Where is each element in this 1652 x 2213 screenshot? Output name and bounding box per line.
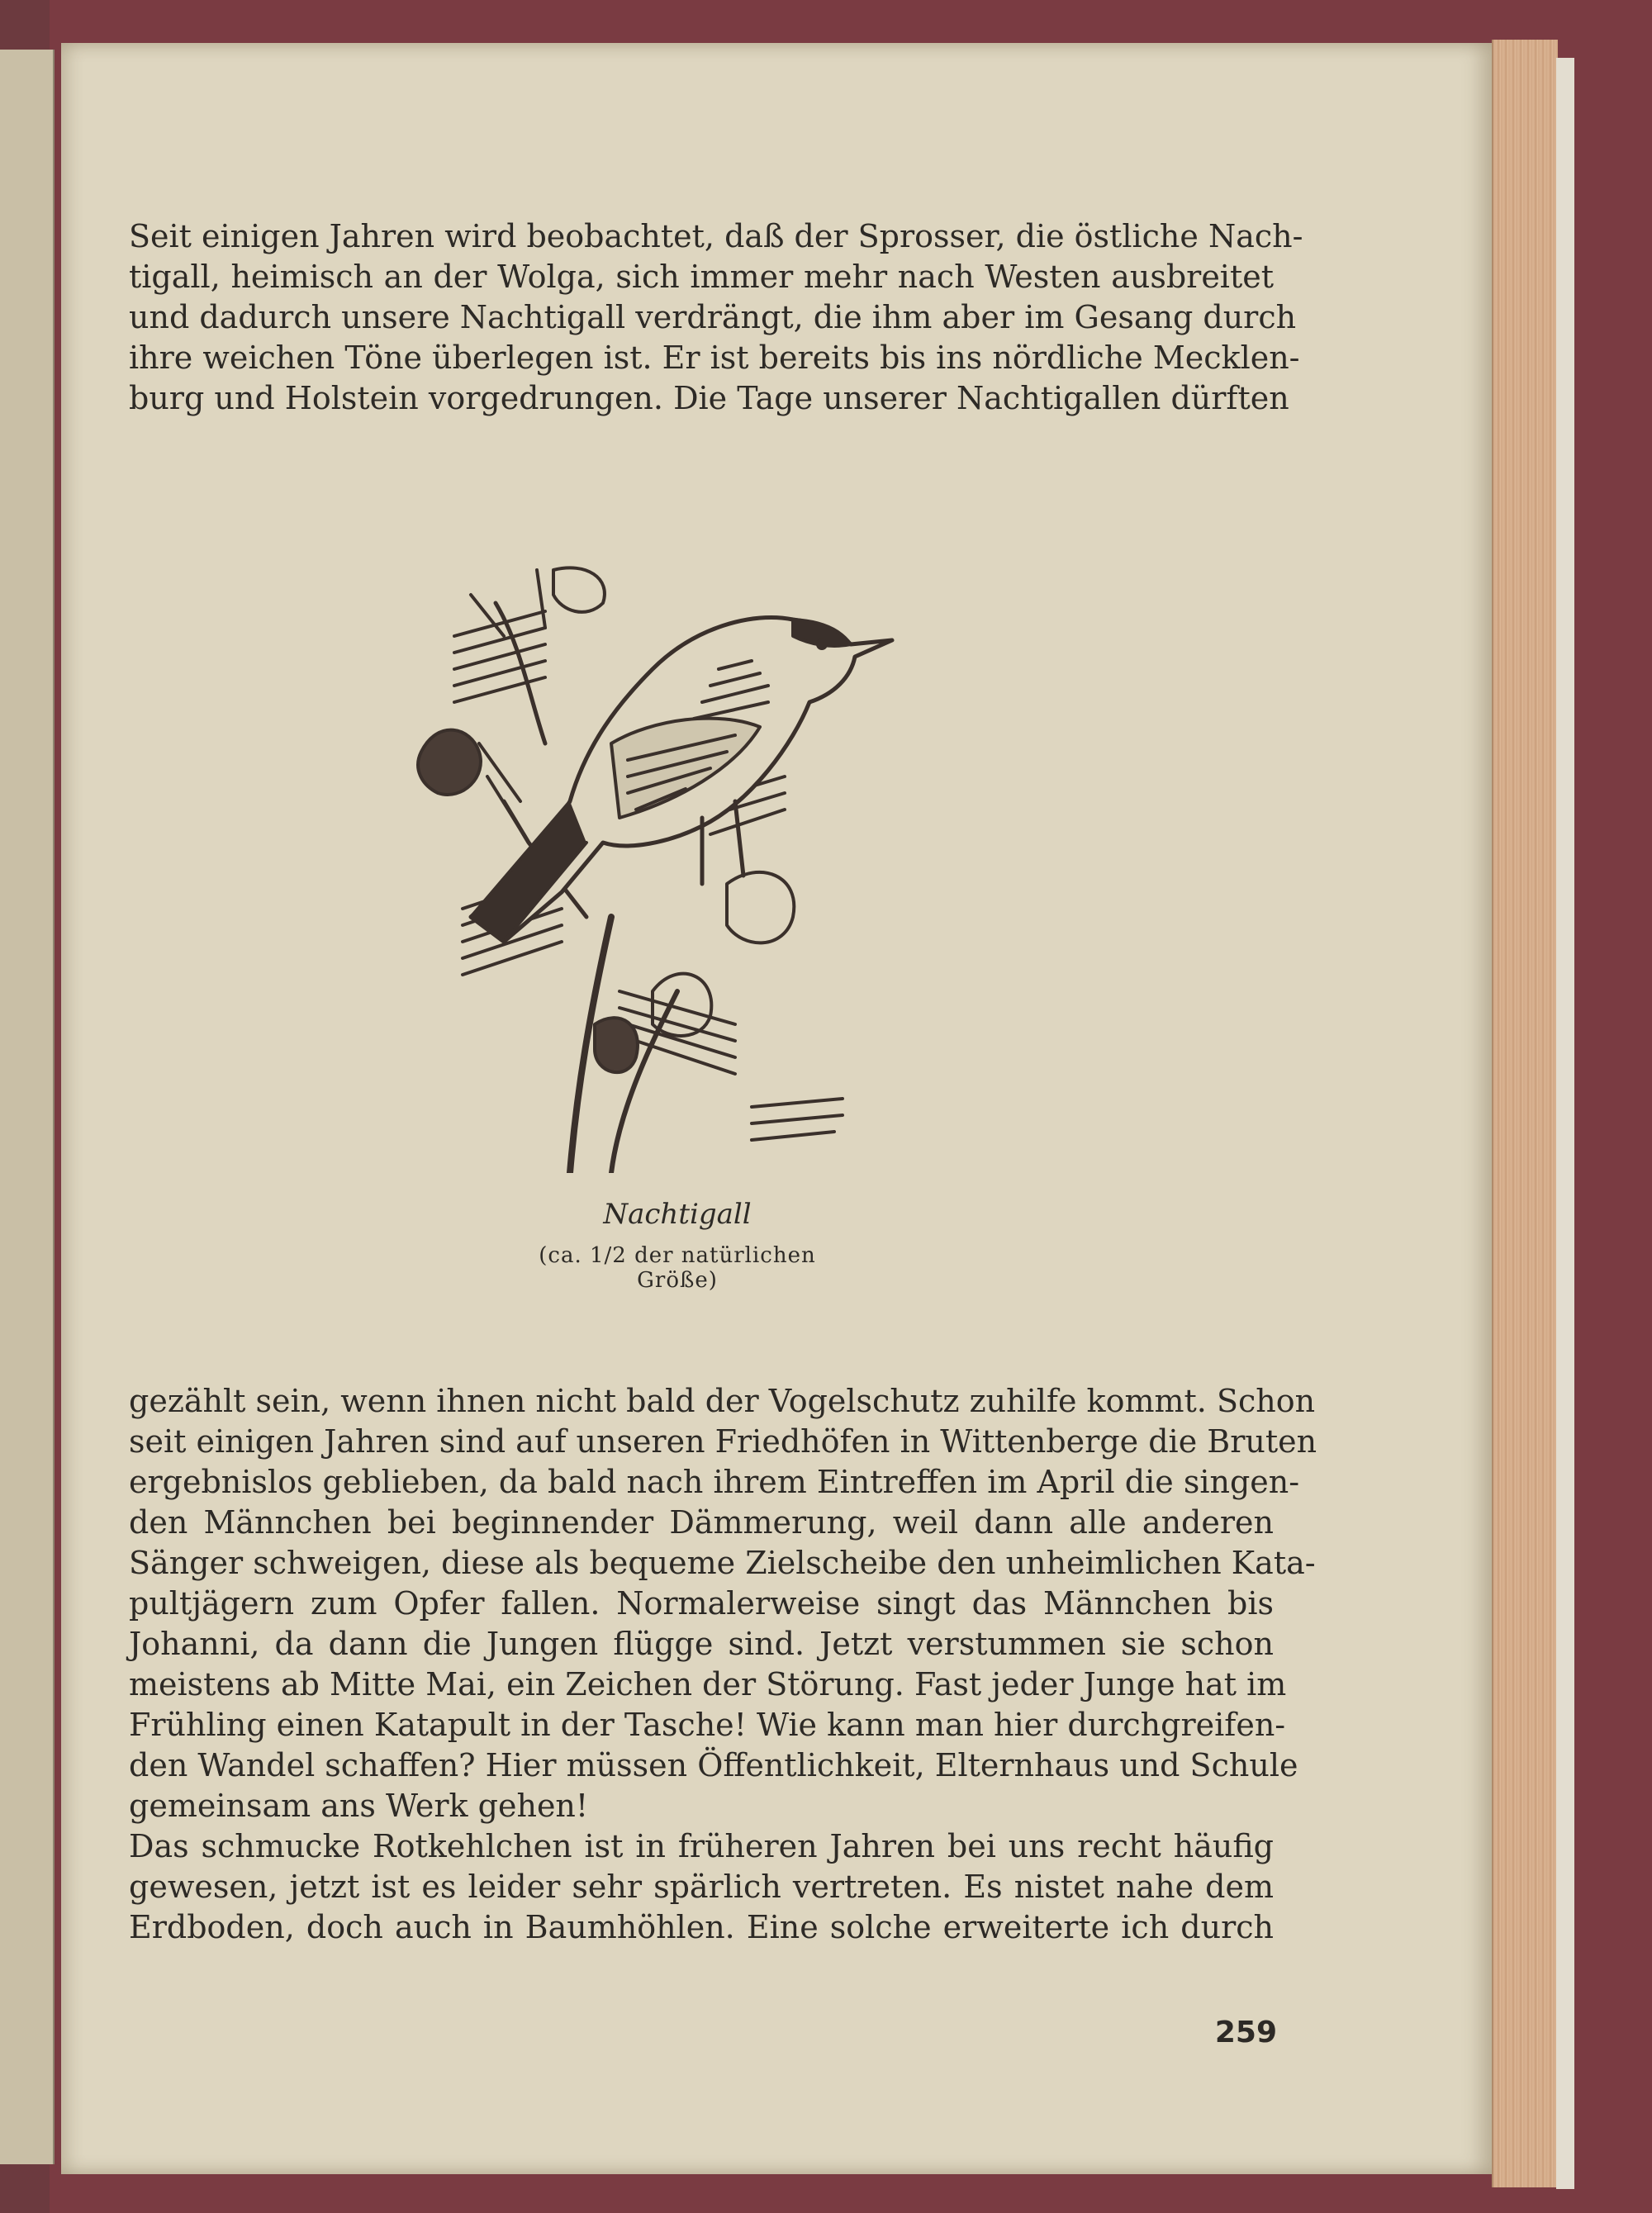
page-edges [1492,40,1558,2187]
page-edges-inner [1556,58,1574,2189]
text-line: gemeinsam ans Werk gehen! [129,1788,589,1824]
figure-caption-subtitle: (ca. 1/2 der natürlichen Größe) [539,1243,816,1293]
previous-page-edge [0,50,55,2164]
text-line: burg und Holstein vorgedrungen. Die Tage unserer Nachtigallen dürften [129,380,1289,416]
nightingale-illustration [405,529,1008,1173]
text-line: ihre weichen Töne überlegen ist. Er ist bereits bis ins nördliche Mecklen- [129,340,1300,376]
text-line: Frühling einen Katapult in der Tasche! Wie kann man hier durchgreifen- [129,1707,1286,1743]
text-line: den Wandel schaffen? Hier müssen Öffentlichkeit, Elternhaus und Schule [129,1747,1298,1783]
figure-caption-title: Nachtigall [603,1198,752,1231]
text-line: gezählt sein, wenn ihnen nicht bald der Vogelschutz zuhilfe kommt. Schon [129,1383,1316,1419]
text-line: Johanni, da dann die Jungen flügge sind. Jetzt verstummen sie schon [129,1626,1274,1662]
text-line: Seit einigen Jahren wird beobachtet, daß der Sprosser, die östliche Nach- [129,218,1303,254]
text-line: meistens ab Mitte Mai, ein Zeichen der Störung. Fast jeder Junge hat im [129,1666,1287,1702]
text-line: gewesen, jetzt ist es leider sehr spärlich vertreten. Es nistet nahe dem [129,1869,1274,1905]
text-line: und dadurch unsere Nachtigall verdrängt, die ihm aber im Gesang durch [129,299,1297,335]
text-line: Erdboden, doch auch in Baumhöhlen. Eine solche erweiterte ich durch [129,1909,1274,1945]
text-line: ergebnislos geblieben, da bald nach ihrem Eintreffen im April die singen- [129,1464,1300,1500]
top-paragraph [129,216,1303,419]
text-line: pultjägern zum Opfer fallen. Normalerweise singt das Männchen bis [129,1585,1274,1622]
page-number: 259 [1214,2016,1277,2049]
text-line: den Männchen bei beginnender Dämmerung, weil dann alle anderen [129,1504,1274,1541]
bottom-paragraph [129,1381,1317,1948]
text-line: tigall, heimisch an der Wolga, sich immer mehr nach Westen ausbreitet [129,259,1274,295]
text-line: Sänger schweigen, diese als bequeme Zielscheibe den unheimlichen Kata- [129,1545,1316,1581]
text-line: seit einigen Jahren sind auf unseren Friedhöfen in Wittenberge die Bruten [129,1423,1317,1460]
text-line: Das schmucke Rotkehlchen ist in früheren Jahren bei uns recht häufig [129,1828,1274,1864]
